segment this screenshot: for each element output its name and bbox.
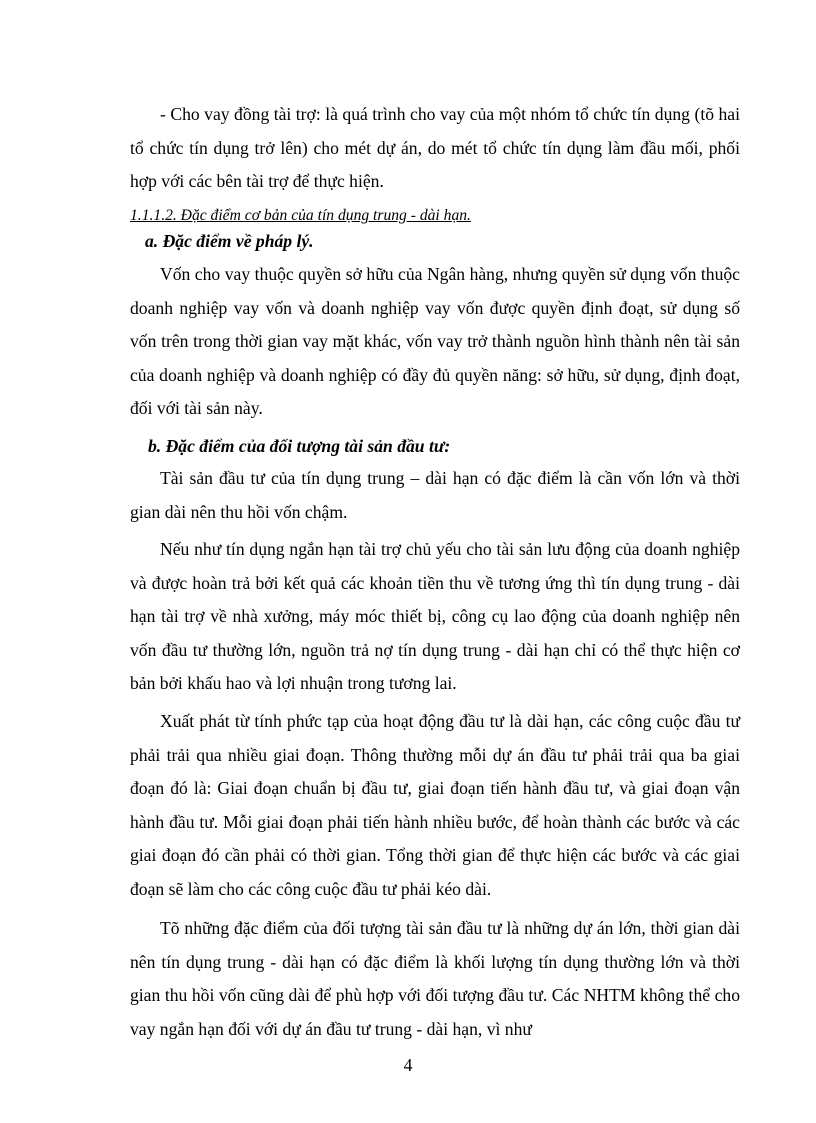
heading-legal-characteristics: a. Đặc điểm về pháp lý. — [145, 231, 314, 251]
heading-investment-assets: b. Đặc điểm của đối tượng tài sản đầu tư: — [148, 436, 451, 456]
paragraph-co-financing: - Cho vay đồng tài trợ: là quá trình cho vay của một nhóm tổ chức tín dụng (tõ hai tổ chức tín dụng trở lên) cho mét dự án, do mét tổ chức tín dụng làm đầu mối, phối hợp với các bên tài trợ để thực hiện. — [130, 104, 740, 192]
paragraph-assets: Tài sản đầu tư của tín dụng trung – dài hạn có đặc điểm là cần vốn lớn và thời gian dài nên thu hồi vốn chậm. — [130, 468, 740, 522]
paragraph-legal: Vốn cho vay thuộc quyền sở hữu của Ngân hàng, nhưng quyền sử dụng vốn thuộc doanh nghiệp vay vốn và doanh nghiệp vay vốn được quyền định đoạt, sử dụng số vốn trên trong thời gian vay mặt khác, vốn vay trở thành nguồn hình thành nên tài sản của doanh nghiệp và doanh nghiệp có đầy đủ quyền năng: sở hữu, sử dụng, định đoạt, đối với tài sản này. — [130, 264, 740, 419]
subsection-title: 1.1.1.2. Đặc điểm cơ bản của tín dụng trung - dài hạn. — [130, 207, 471, 224]
page-number: 4 — [403, 1055, 413, 1075]
paragraph-short-term-comparison: Nếu như tín dụng ngắn hạn tài trợ chủ yếu cho tài sản lưu động của doanh nghiệp và được hoàn trả bởi kết quả các khoản tiền thu về tương ứng thì tín dụng trung - dài hạn tài trợ về nhà xưởng, máy móc thiết bị, công cụ lao động của doanh nghiệp nên vốn đầu tư thường lớn, nguồn trả nợ tín dụng trung - dài hạn chỉ có thể thực hiện cơ bản bởi khấu hao và lợi nhuận trong tương lai. — [130, 539, 740, 694]
paragraph-conclusion: Tõ những đặc điểm của đối tượng tài sản đầu tư là những dự án lớn, thời gian dài nên tín dụng trung - dài hạn có đặc điểm là khối lượng tín dụng thường lớn và thời gian thu hồi vốn cũng dài để phù hợp với đối tượng đầu tư. Các NHTM không thể cho vay ngắn hạn đối với dự án đầu tư trung - dài hạn, vì như — [130, 918, 740, 1039]
paragraph-investment-stages: Xuất phát từ tính phức tạp của hoạt động đầu tư là dài hạn, các công cuộc đầu tư phải trải qua nhiều giai đoạn. Thông thường mỗi dự án đầu tư phải trải qua ba giai đoạn đó là: Giai đoạn chuẩn bị đầu tư, giai đoạn tiến hành đầu tư, và giai đoạn vận hành đầu tư. Mỗi giai đoạn phải tiến hành nhiều bước, để hoàn thành các bước và các giai đoạn đó cần phải có thời gian. Tổng thời gian để thực hiện các bước và các giai đoạn sẽ làm cho các công cuộc đầu tư phải kéo dài. — [130, 711, 740, 899]
